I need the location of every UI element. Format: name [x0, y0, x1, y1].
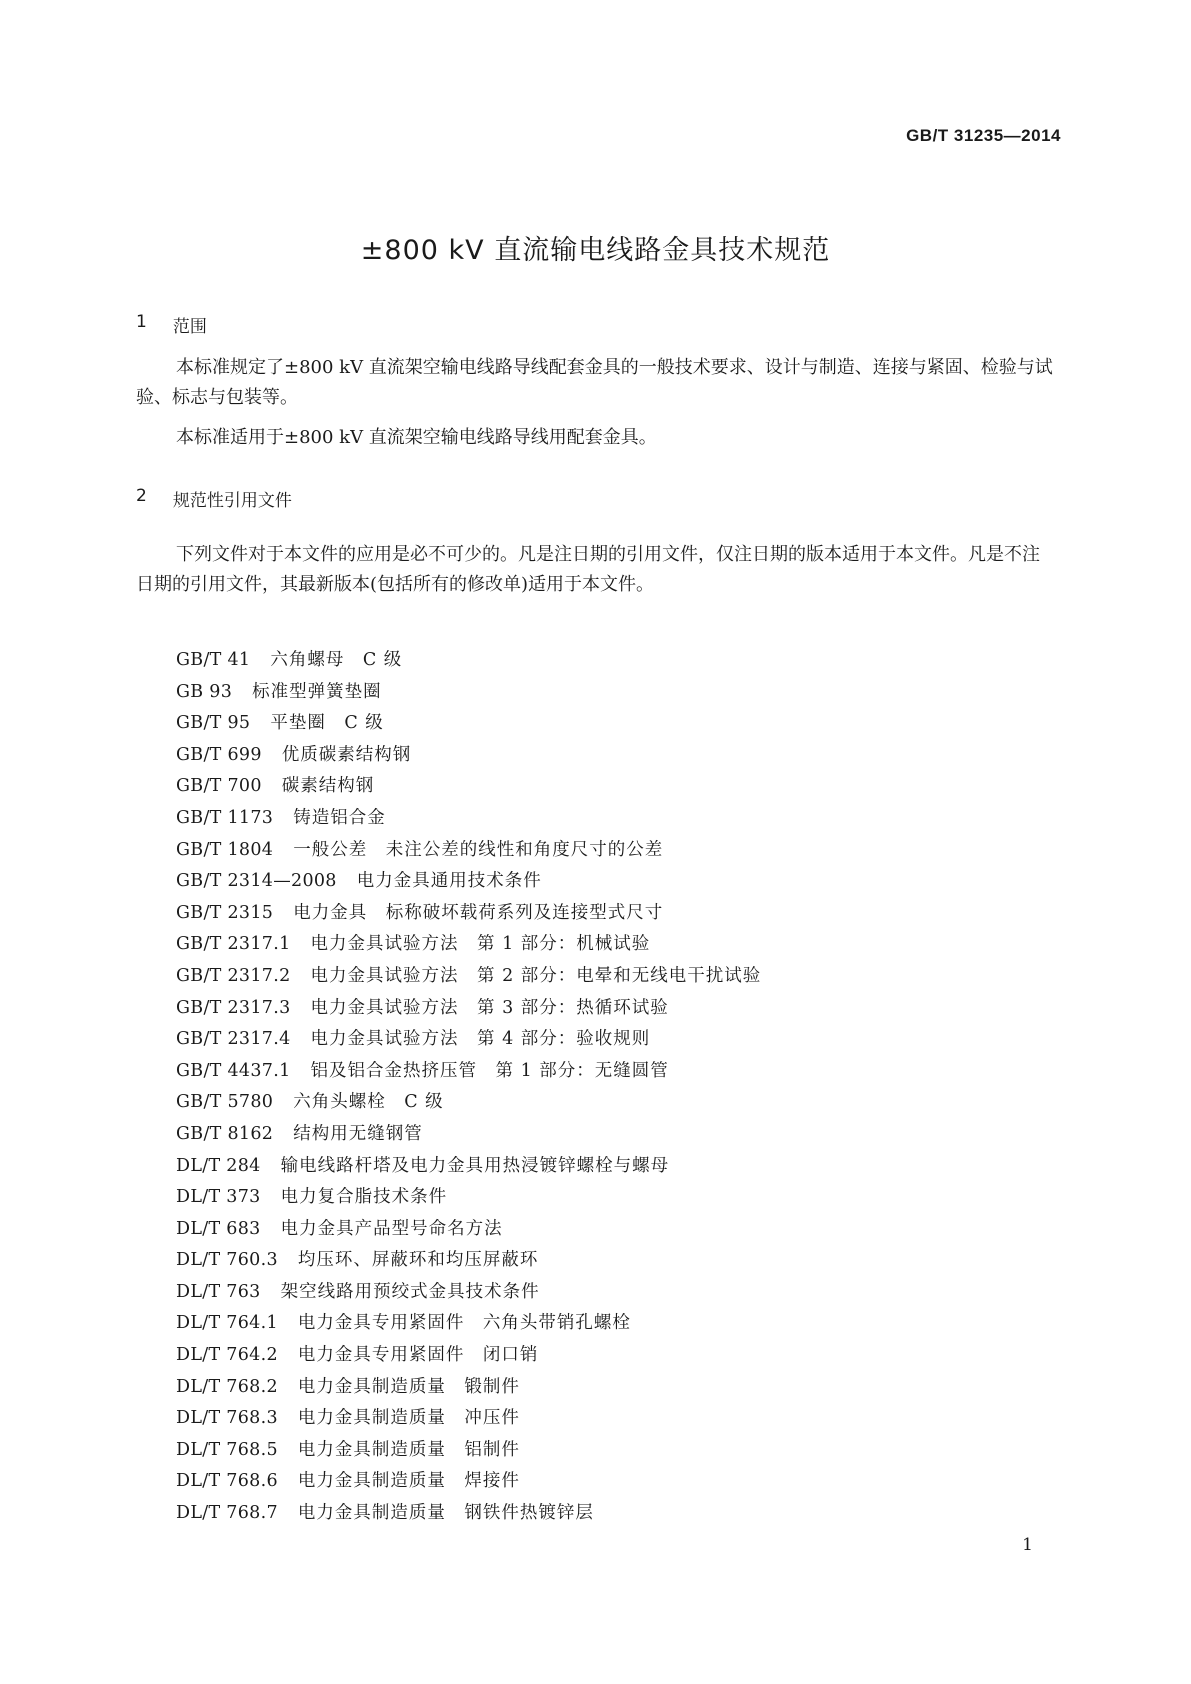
reference-item	[176, 771, 761, 803]
reference-item	[176, 803, 761, 835]
reference-code: GB/T 1804	[176, 839, 274, 860]
reference-title: 平垫圈 C 级	[270, 713, 384, 734]
reference-code: GB/T 2317.4	[176, 1029, 291, 1050]
reference-code: DL/T 768.6	[176, 1471, 278, 1492]
reference-item	[176, 835, 761, 867]
reference-item	[176, 1308, 761, 1340]
reference-code: DL/T 768.3	[176, 1408, 278, 1429]
reference-title: 铸造铝合金	[293, 807, 386, 828]
scope-paragraph: 本标准规定了±800 kV 直流架空输电线路导线配套金具的一般技术要求、设计与制造、连接与紧固、检验与试验、标志与包装等。	[136, 357, 1053, 408]
reference-item	[176, 866, 761, 898]
reference-code: GB/T 4437.1	[176, 1060, 291, 1081]
reference-title: 电力金具专用紧固件 闭口销	[297, 1345, 539, 1366]
reference-item	[176, 1435, 761, 1467]
page-number: 1	[1022, 1535, 1033, 1555]
reference-code: DL/T 284	[176, 1155, 261, 1176]
reference-item	[176, 1372, 761, 1404]
reference-title: 架空线路用预绞式金具技术条件	[280, 1281, 540, 1302]
reference-title: 结构用无缝钢管	[293, 1123, 423, 1144]
reference-item	[176, 740, 761, 772]
reference-code: DL/T 768.2	[176, 1376, 278, 1397]
reference-item	[176, 993, 761, 1025]
section-title: 规范性引用文件	[172, 491, 292, 511]
reference-code: GB/T 95	[176, 713, 251, 734]
reference-code: GB/T 5780	[176, 1092, 274, 1113]
reference-item	[176, 961, 761, 993]
reference-code: GB/T 2317.1	[176, 934, 291, 955]
reference-title: 电力金具产品型号命名方法	[280, 1218, 503, 1239]
reference-title: 电力金具通用技术条件	[356, 871, 542, 892]
reference-title: 均压环、屏蔽环和均压屏蔽环	[297, 1250, 539, 1271]
reference-title: 电力金具试验方法 第 2 部分：电晕和无线电干扰试验	[310, 965, 762, 986]
reference-title: 电力金具试验方法 第 4 部分：验收规则	[310, 1029, 651, 1050]
reference-title: 电力金具制造质量 钢铁件热镀锌层	[297, 1503, 594, 1524]
section-2-heading	[136, 486, 292, 511]
reference-item	[176, 1277, 761, 1309]
references-intro-paragraph: 下列文件对于本文件的应用是必不可少的。凡是注日期的引用文件，仅注日期的版本适用于本文件。凡是不注日期的引用文件，其最新版本(包括所有的修改单)适用于本文件。	[136, 544, 1040, 595]
reference-code: DL/T 683	[176, 1218, 261, 1239]
reference-title: 六角头螺栓 C 级	[293, 1092, 444, 1113]
reference-item	[176, 645, 761, 677]
reference-item	[176, 929, 761, 961]
reference-code: DL/T 768.5	[176, 1439, 278, 1460]
reference-code: GB 93	[176, 681, 233, 702]
reference-item	[176, 1119, 761, 1151]
reference-code: DL/T 768.7	[176, 1503, 278, 1524]
reference-item	[176, 1214, 761, 1246]
reference-title: 电力金具制造质量 铝制件	[297, 1439, 520, 1460]
reference-item	[176, 677, 761, 709]
reference-title: 电力金具试验方法 第 1 部分：机械试验	[310, 934, 651, 955]
reference-code: GB/T 699	[176, 744, 262, 765]
reference-title: 电力金具试验方法 第 3 部分：热循环试验	[310, 997, 669, 1018]
section-1-heading	[136, 312, 207, 337]
reference-item	[176, 1087, 761, 1119]
reference-item	[176, 708, 761, 740]
reference-code: GB/T 2317.2	[176, 965, 291, 986]
reference-title: 电力复合脂技术条件	[280, 1187, 448, 1208]
reference-item	[176, 1024, 761, 1056]
reference-item	[176, 1151, 761, 1183]
reference-list	[176, 645, 761, 1530]
reference-code: DL/T 764.1	[176, 1313, 278, 1334]
reference-title: 电力金具专用紧固件 六角头带销孔螺栓	[297, 1313, 631, 1334]
reference-code: GB/T 8162	[176, 1123, 274, 1144]
reference-title: 六角螺母 C 级	[270, 650, 403, 670]
reference-code: GB/T 2315	[176, 902, 274, 923]
reference-code: GB/T 2314—2008	[176, 871, 337, 892]
reference-item	[176, 1056, 761, 1088]
reference-item	[176, 1182, 761, 1214]
section-number: 1	[136, 312, 147, 332]
reference-code: DL/T 760.3	[176, 1250, 278, 1271]
section-title: 范围	[172, 317, 207, 337]
reference-item	[176, 1498, 761, 1530]
reference-code: GB/T 1173	[176, 807, 274, 828]
reference-title: 电力金具制造质量 焊接件	[297, 1471, 520, 1492]
reference-code: GB/T 41	[176, 650, 251, 670]
reference-item	[176, 1340, 761, 1372]
standard-code: GB/T 31235—2014	[906, 126, 1061, 145]
reference-code: DL/T 373	[176, 1187, 261, 1208]
section-number: 2	[136, 486, 147, 506]
reference-title: 碳素结构钢	[281, 776, 375, 797]
reference-item	[176, 1466, 761, 1498]
scope-applicability-paragraph: 本标准适用于±800 kV 直流架空输电线路导线用配套金具。	[176, 427, 657, 448]
document-title: ±800 kV 直流输电线路金具技术规范	[360, 235, 831, 266]
reference-title: 电力金具 标称破坏载荷系列及连接型式尺寸	[293, 902, 664, 923]
reference-code: GB/T 700	[176, 776, 262, 797]
reference-code: DL/T 764.2	[176, 1345, 278, 1366]
reference-title: 电力金具制造质量 冲压件	[297, 1408, 520, 1429]
reference-title: 输电线路杆塔及电力金具用热浸镀锌螺栓与螺母	[280, 1155, 670, 1176]
reference-title: 电力金具制造质量 锻制件	[297, 1376, 520, 1397]
reference-title: 优质碳素结构钢	[281, 744, 412, 765]
reference-item	[176, 1403, 761, 1435]
reference-code: DL/T 763	[176, 1281, 261, 1302]
reference-title: 标准型弹簧垫圈	[252, 681, 382, 702]
reference-code: GB/T 2317.3	[176, 997, 291, 1018]
reference-title: 一般公差 未注公差的线性和角度尺寸的公差	[293, 839, 664, 860]
reference-item	[176, 1245, 761, 1277]
reference-title: 铝及铝合金热挤压管 第 1 部分：无缝圆管	[310, 1060, 669, 1081]
reference-item	[176, 898, 761, 930]
